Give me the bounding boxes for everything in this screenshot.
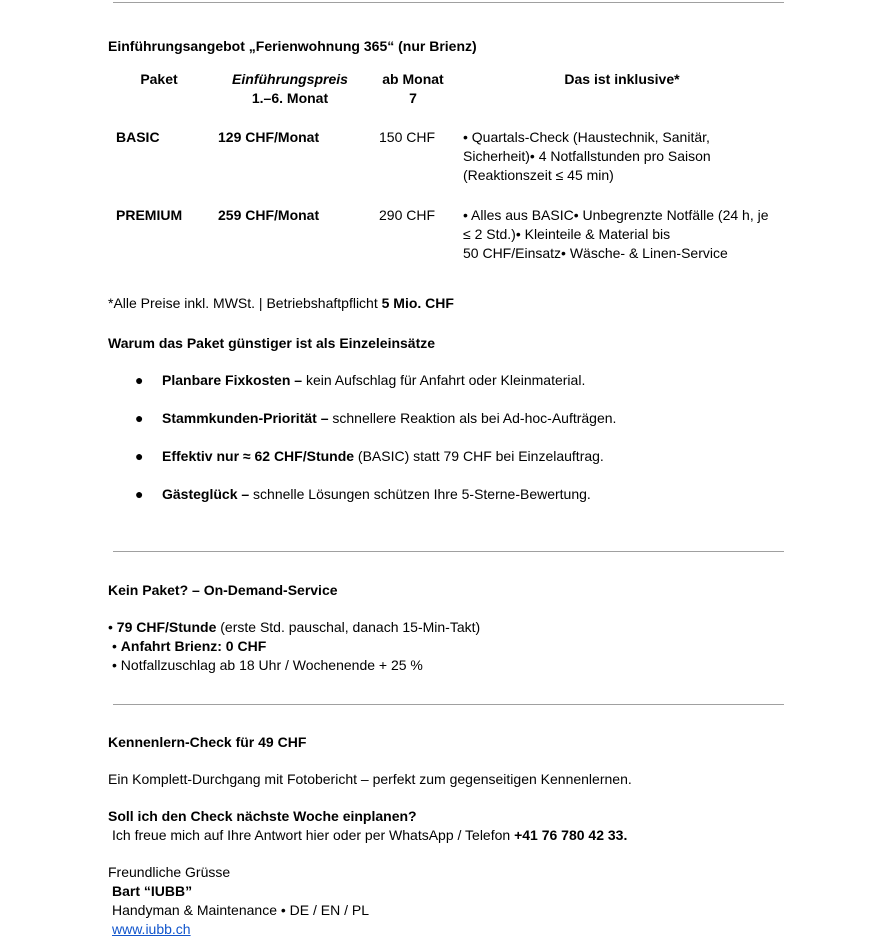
ondemand-travel xyxy=(112,637,266,656)
ondemand-bullet: • xyxy=(108,619,117,635)
header-intro-price: Einführungspreis xyxy=(232,71,348,87)
header-from-month-number: 7 xyxy=(409,90,417,106)
website-link-wrap xyxy=(112,920,191,939)
list-item-bold: Gästeglück – xyxy=(162,486,250,502)
ondemand-travel-bold: Anfahrt Brienz: 0 CHF xyxy=(120,638,267,654)
from-month-price: 290 CHF xyxy=(379,207,436,223)
list-item-bold: Effektiv nur ≈ 62 CHF/Stunde xyxy=(162,448,355,464)
intro-price: 259 CHF/Monat xyxy=(218,207,320,223)
greeting: Freundliche Grüsse xyxy=(108,864,231,880)
list-item-bold: Stammkunden-Priorität – xyxy=(162,410,329,426)
check-reply-text: Ich freue mich auf Ihre Antwort hier oder per WhatsApp / Telefon xyxy=(112,827,515,843)
header-intro-price-period: 1.–6. Monat xyxy=(251,90,329,106)
included-line: ≤ 2 Std.)• Kleinteile & Material bis xyxy=(463,226,671,242)
ondemand-heading: Kein Paket? – On-Demand-Service xyxy=(108,582,338,598)
list-item-text: kein Aufschlag für Anfahrt oder Kleinmaterial. xyxy=(302,372,586,388)
section-divider xyxy=(113,551,784,552)
included-line: • Alles aus BASIC• Unbegrenzte Notfälle (24 h, je xyxy=(463,207,769,223)
included-line: • Quartals-Check (Haustechnik, Sanitär, xyxy=(463,129,710,145)
included-list xyxy=(463,128,783,185)
check-reply-period: . xyxy=(623,827,628,843)
bullet-icon: ● xyxy=(135,486,144,502)
phone-number: +41 76 780 42 33 xyxy=(514,827,624,843)
list-item xyxy=(135,371,585,390)
check-question: Soll ich den Check nächste Woche einplanen? xyxy=(108,808,417,824)
from-month-price: 150 CHF xyxy=(379,129,436,145)
package-name: PREMIUM xyxy=(116,207,183,223)
footnote-text: *Alle Preise inkl. MWSt. | Betriebshaftpflicht xyxy=(108,295,382,311)
ondemand-rate-bold: 79 CHF/Stunde xyxy=(116,619,217,635)
check-description: Ein Komplett-Durchgang mit Fotobericht – perfekt zum gegenseitigen Kennenlernen. xyxy=(108,771,632,787)
offer-heading: Einführungsangebot „Ferienwohnung 365“ (nur Brienz) xyxy=(108,38,477,54)
intro-price: 129 CHF/Monat xyxy=(218,129,320,145)
list-item xyxy=(135,485,591,504)
check-heading: Kennenlern-Check für 49 CHF xyxy=(108,734,307,750)
check-reply xyxy=(112,826,627,845)
included-line: 50 CHF/Einsatz• Wäsche- & Linen-Service xyxy=(463,245,728,261)
section-divider xyxy=(113,704,784,705)
why-heading: Warum das Paket günstiger ist als Einzeleinsätze xyxy=(108,335,436,351)
ondemand-surcharge: • Notfallzuschlag ab 18 Uhr / Wochenende + 25 % xyxy=(112,657,423,673)
included-line: (Reaktionszeit ≤ 45 min) xyxy=(463,167,614,183)
header-included: Das ist inklusive* xyxy=(564,71,680,87)
sender-role: Handyman & Maintenance • DE / EN / PL xyxy=(112,902,370,918)
list-item xyxy=(135,409,616,428)
bullet-icon: ● xyxy=(135,372,144,388)
list-item-text: schnellere Reaktion als bei Ad-hoc-Aufträgen. xyxy=(328,410,617,426)
list-item-text: schnelle Lösungen schützen Ihre 5-Sterne-Bewertung. xyxy=(249,486,591,502)
top-divider xyxy=(113,2,784,3)
bullet-icon: ● xyxy=(135,448,144,464)
header-from-month: ab Monat xyxy=(382,71,444,87)
package-name: BASIC xyxy=(116,129,160,145)
footnote-liability: 5 Mio. CHF xyxy=(381,295,454,311)
price-footnote xyxy=(108,294,454,313)
list-item-text: (BASIC) statt 79 CHF bei Einzelauftrag. xyxy=(354,448,604,464)
ondemand-rate xyxy=(108,618,480,637)
sender-name: Bart “IUBB” xyxy=(112,883,193,899)
list-item-bold: Planbare Fixkosten – xyxy=(162,372,303,388)
website-link[interactable]: www.iubb.ch xyxy=(112,921,191,937)
bullet-icon: ● xyxy=(135,410,144,426)
included-line: Sicherheit)• 4 Notfallstunden pro Saison xyxy=(463,148,711,164)
ondemand-rate-text: (erste Std. pauschal, danach 15-Min-Takt) xyxy=(216,619,481,635)
ondemand-bullet: • xyxy=(112,638,121,654)
included-list xyxy=(463,206,793,263)
header-paket: Paket xyxy=(140,71,178,87)
list-item xyxy=(135,447,604,466)
